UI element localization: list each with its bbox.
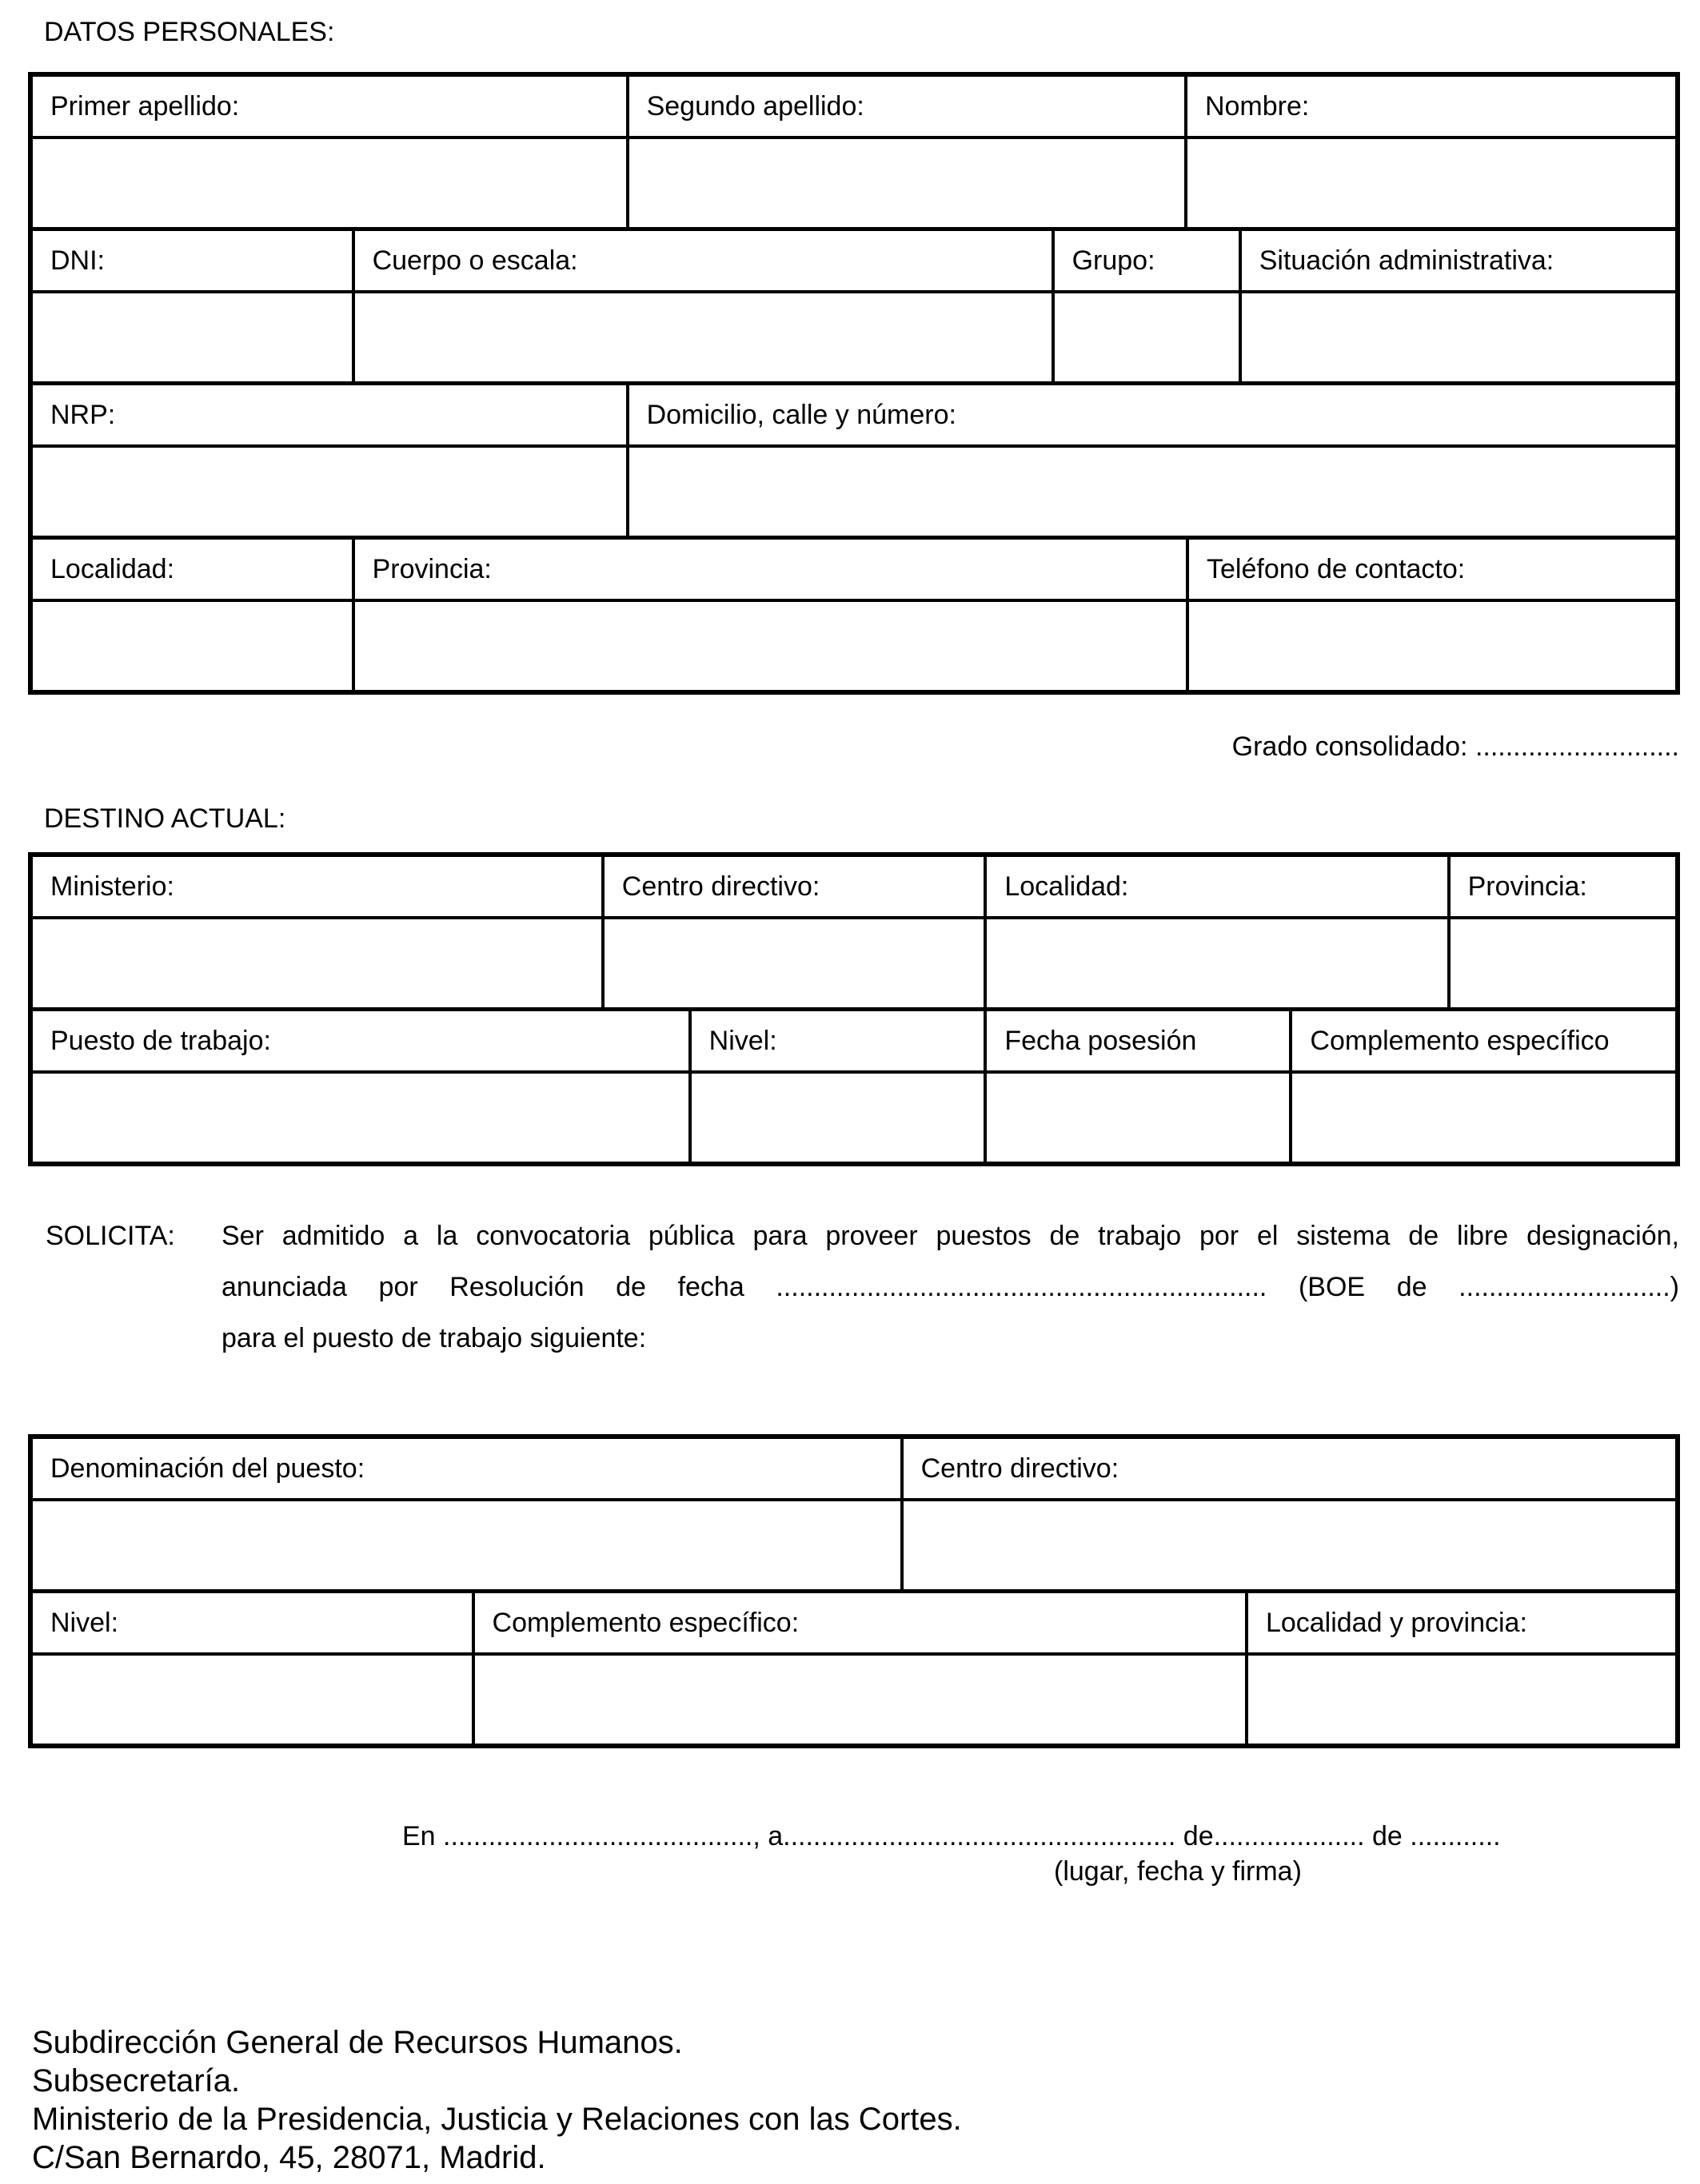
- solicita-line-3: para el puesto de trabajo siguiente:: [221, 1323, 647, 1353]
- field-label-fecha-posesion: Fecha posesión: [987, 1011, 1292, 1074]
- field-label-primer-apellido: Primer apellido:: [33, 77, 629, 139]
- field-label-nrp: NRP:: [33, 385, 629, 448]
- field-input-localidad-y-provincia[interactable]: [1248, 1656, 1675, 1744]
- field-input-ministerio[interactable]: [33, 919, 605, 1007]
- field-label-puesto-de-trabajo: Puesto de trabajo:: [33, 1011, 692, 1074]
- field-input-nrp[interactable]: [33, 448, 629, 536]
- footer-line-subsecretaria: Subsecretaría.: [32, 2063, 241, 2098]
- footer-line-direccion: C/San Bernardo, 45, 28071, Madrid.: [32, 2140, 546, 2175]
- field-input-complemento-especifico-solicitado[interactable]: [475, 1656, 1248, 1744]
- section-title-datos-personales: DATOS PERSONALES:: [44, 17, 335, 47]
- field-input-denominacion-del-puesto[interactable]: [33, 1501, 904, 1589]
- puesto-solicitado-table: [28, 1434, 1680, 1748]
- field-input-primer-apellido[interactable]: [33, 139, 629, 227]
- table-row: [33, 1007, 1675, 1162]
- field-input-puesto-de-trabajo[interactable]: [33, 1074, 692, 1162]
- field-input-provincia[interactable]: [355, 602, 1189, 690]
- field-label-grupo: Grupo:: [1055, 231, 1242, 293]
- table-row: [33, 1439, 1675, 1589]
- field-input-centro-directivo-solicitado[interactable]: [904, 1501, 1675, 1589]
- destino-actual-table: [28, 852, 1680, 1166]
- field-label-nivel-actual: Nivel:: [692, 1011, 988, 1074]
- field-input-dni[interactable]: [33, 293, 355, 381]
- signature-caption: (lugar, fecha y firma): [1054, 1856, 1302, 1887]
- field-input-complemento-especifico-actual[interactable]: [1292, 1074, 1675, 1162]
- field-input-fecha-posesion[interactable]: [987, 1074, 1292, 1162]
- personal-data-table: [28, 72, 1680, 695]
- signature-date-line: En ........................................., a.................................................... de.................... de ............: [402, 1821, 1501, 1851]
- solicita-paragraph: [221, 1210, 1679, 1364]
- field-label-complemento-especifico-solicitado: Complemento específico:: [475, 1593, 1248, 1656]
- field-input-localidad[interactable]: [33, 602, 355, 690]
- table-row: [33, 857, 1675, 1007]
- field-label-telefono-contacto: Teléfono de contacto:: [1189, 540, 1675, 602]
- table-row: [33, 1589, 1675, 1744]
- table-row: [33, 381, 1675, 536]
- field-input-cuerpo-o-escala[interactable]: [355, 293, 1055, 381]
- field-label-provincia: Provincia:: [355, 540, 1189, 602]
- table-row: [33, 536, 1675, 690]
- field-label-ministerio: Ministerio:: [33, 857, 605, 919]
- footer-line-subdireccion: Subdirección General de Recursos Humanos.: [32, 2025, 683, 2060]
- field-label-centro-directivo-actual: Centro directivo:: [605, 857, 988, 919]
- field-label-nivel-solicitado: Nivel:: [33, 1593, 475, 1656]
- field-input-localidad-actual[interactable]: [987, 919, 1450, 1007]
- field-label-localidad-y-provincia: Localidad y provincia:: [1248, 1593, 1675, 1656]
- field-label-localidad-actual: Localidad:: [987, 857, 1450, 919]
- footer-line-ministerio: Ministerio de la Presidencia, Justicia y Relaciones con las Cortes.: [32, 2102, 962, 2137]
- field-input-grupo[interactable]: [1055, 293, 1242, 381]
- field-input-telefono-contacto[interactable]: [1189, 602, 1675, 690]
- field-label-nombre: Nombre:: [1187, 77, 1675, 139]
- solicita-line-2: anunciada por Resolución de fecha ................................................................. (BOE de ............................): [221, 1272, 1679, 1302]
- footer-address: [32, 2023, 1700, 2177]
- field-label-cuerpo-o-escala: Cuerpo o escala:: [355, 231, 1055, 293]
- field-label-dni: DNI:: [33, 231, 355, 293]
- field-input-provincia-actual[interactable]: [1451, 919, 1675, 1007]
- signature-section: [0, 1820, 1700, 1887]
- field-label-centro-directivo-solicitado: Centro directivo:: [904, 1439, 1675, 1501]
- grado-consolidado-line: Grado consolidado: ...........................: [1231, 731, 1679, 762]
- section-title-destino-actual: DESTINO ACTUAL:: [44, 803, 286, 834]
- field-input-nombre[interactable]: [1187, 139, 1675, 227]
- table-row: [33, 77, 1675, 227]
- field-input-nivel-actual[interactable]: [692, 1074, 988, 1162]
- field-input-domicilio[interactable]: [629, 448, 1675, 536]
- field-label-denominacion-del-puesto: Denominación del puesto:: [33, 1439, 904, 1501]
- field-input-situacion-administrativa[interactable]: [1242, 293, 1675, 381]
- table-row: [33, 227, 1675, 381]
- solicita-line-1: Ser admitido a la convocatoria pública para proveer puestos de trabajo por el sistema de libre designación,: [221, 1221, 1679, 1251]
- field-label-localidad: Localidad:: [33, 540, 355, 602]
- field-input-centro-directivo-actual[interactable]: [605, 919, 988, 1007]
- field-label-situacion-administrativa: Situación administrativa:: [1242, 231, 1675, 293]
- field-label-segundo-apellido: Segundo apellido:: [629, 77, 1187, 139]
- field-label-domicilio: Domicilio, calle y número:: [629, 385, 1675, 448]
- field-input-segundo-apellido[interactable]: [629, 139, 1187, 227]
- solicita-label: SOLICITA:: [46, 1221, 175, 1251]
- field-label-provincia-actual: Provincia:: [1451, 857, 1675, 919]
- field-label-complemento-especifico-actual: Complemento específico: [1292, 1011, 1675, 1074]
- field-input-nivel-solicitado[interactable]: [33, 1656, 475, 1744]
- solicita-section: [46, 1210, 1679, 1364]
